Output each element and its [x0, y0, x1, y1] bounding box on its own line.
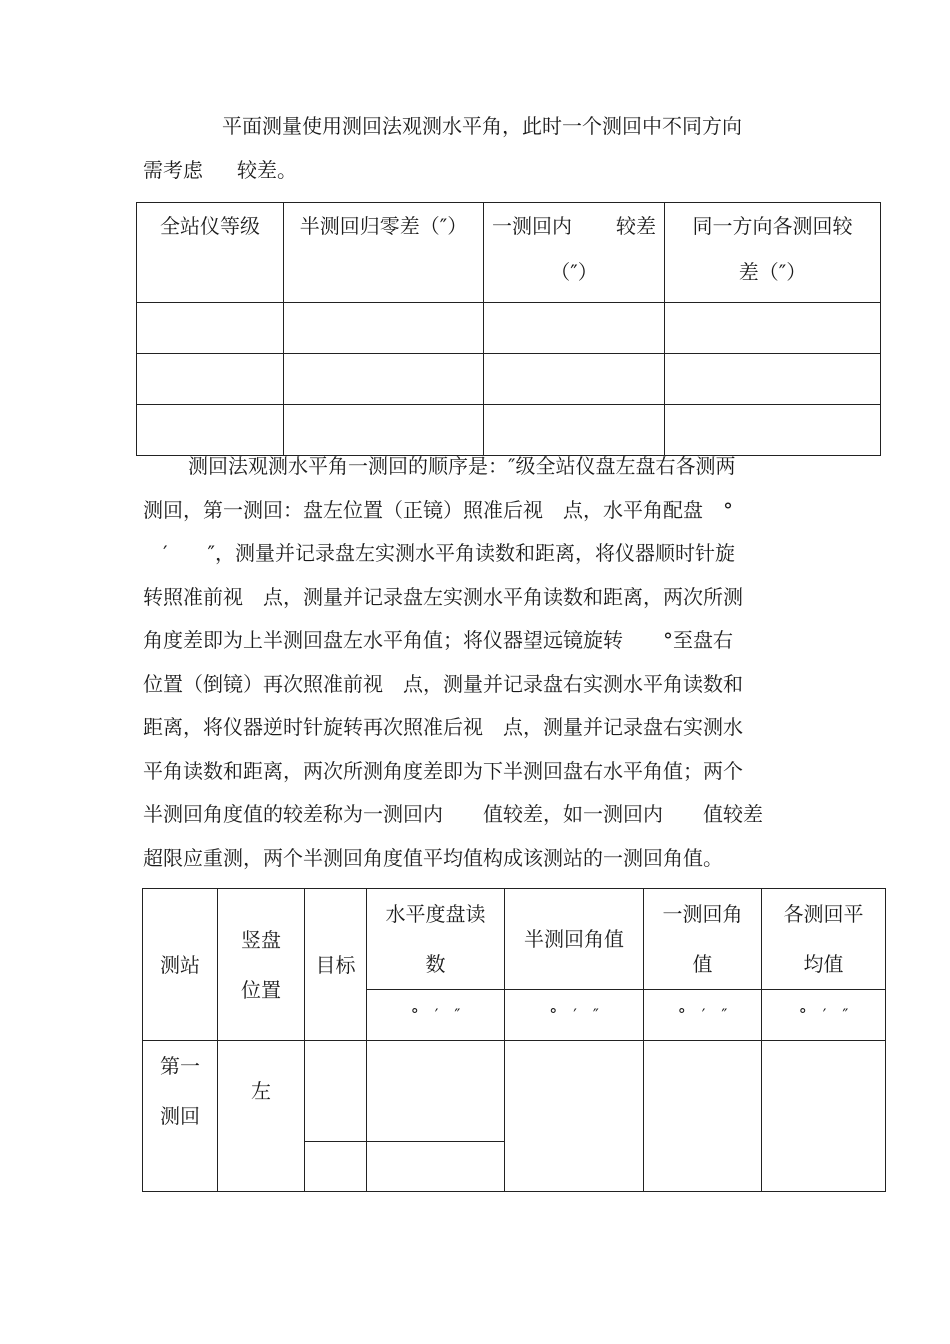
header-face	[218, 889, 305, 1041]
intro-text-2a: 需考虑	[143, 158, 203, 182]
header-average-b: 均值	[803, 952, 844, 976]
row1-reading-a	[367, 1041, 505, 1142]
procedure-line-4: 转照准前视 点，测量并记录盘左实测水平角读数和距离，两次所测	[143, 585, 743, 609]
header-reading	[367, 889, 505, 990]
intro-line-1	[222, 104, 742, 148]
procedure-line-6: 位置（倒镜）再次照准前视 点，测量并记录盘右实测水平角读数和	[143, 672, 743, 696]
header-target: 目标	[305, 889, 367, 1041]
unit-reading: ° ′ ″	[367, 990, 505, 1041]
header-rounds-average	[762, 889, 886, 990]
intro-text-2b: 较差。	[237, 158, 297, 182]
header-reading-a: 水平度盘读	[385, 902, 486, 926]
row1-face: 左	[218, 1041, 305, 1192]
procedure-line-3: ′ ″，测量并记录盘左实测水平角读数和距离，将仪器顺时针旋	[143, 541, 736, 565]
header-within-round-diff-unit: （″）	[550, 260, 598, 284]
table-cell	[665, 354, 881, 405]
table-cell	[137, 303, 284, 354]
observation-table	[142, 888, 886, 1192]
header-one-round-a: 一测回角	[662, 902, 743, 926]
header-within-round-diff	[484, 203, 665, 303]
table-cell	[484, 303, 665, 354]
header-face-text: 竖盘位置	[241, 927, 281, 1002]
row1-reading-b	[367, 1142, 505, 1192]
procedure-line-1: 测回法观测水平角一测回的顺序是：″级全站仪盘左盘右各测两	[188, 454, 736, 478]
header-between-rounds-diff-a: 同一方向各测回较	[692, 214, 853, 238]
intro-line-2	[143, 148, 297, 192]
header-reading-b: 数	[425, 952, 446, 976]
header-instrument-grade: 全站仪等级	[137, 203, 284, 303]
procedure-line-8: 平角读数和距离，两次所测角度差即为下半测回盘右水平角值；两个	[143, 759, 743, 783]
header-within-round-diff-b: 较差	[616, 214, 656, 238]
row1-station	[143, 1041, 218, 1192]
row1-one-round	[644, 1041, 762, 1192]
row1-half-round	[505, 1041, 644, 1192]
row1-station-b: 测回	[160, 1104, 200, 1128]
intro-text-1: 平面测量使用测回法观测水平角，此时一个测回中不同方向	[222, 114, 742, 138]
unit-one-round: ° ′ ″	[644, 990, 762, 1041]
procedure-line-9: 半测回角度值的较差称为一测回内 值较差，如一测回内 值较差	[143, 802, 763, 826]
row1-average	[762, 1041, 886, 1192]
header-one-round-b: 值	[692, 952, 713, 976]
header-one-round-angle	[644, 889, 762, 990]
table-cell	[137, 354, 284, 405]
table-row	[137, 354, 881, 405]
header-half-round-closure: 半测回归零差（″）	[284, 203, 484, 303]
procedure-line-5: 角度差即为上半测回盘左水平角值；将仪器望远镜旋转 °至盘右	[143, 628, 733, 652]
unit-average: ° ′ ″	[762, 990, 886, 1041]
table-cell	[284, 354, 484, 405]
table-cell	[665, 303, 881, 354]
unit-half-round: ° ′ ″	[505, 990, 644, 1041]
table-cell	[284, 303, 484, 354]
header-half-round-angle: 半测回角值	[505, 889, 644, 990]
row1-station-a: 第一	[160, 1054, 200, 1078]
header-between-rounds-diff-b: 差（″）	[738, 260, 807, 284]
table-row	[143, 1041, 886, 1142]
procedure-line-2: 测回，第一测回：盘左位置（正镜）照准后视 点，水平角配盘 °	[143, 498, 733, 522]
row1-target-b	[305, 1142, 367, 1192]
procedure-line-7: 距离，将仪器逆时针旋转再次照准后视 点，测量并记录盘右实测水	[143, 715, 743, 739]
header-average-a: 各测回平	[783, 902, 864, 926]
tolerance-table	[136, 202, 881, 456]
table-row	[137, 303, 881, 354]
header-between-rounds-diff	[665, 203, 881, 303]
row1-target-a	[305, 1041, 367, 1142]
header-station: 测站	[143, 889, 218, 1041]
procedure-line-10: 超限应重测，两个半测回角度值平均值构成该测站的一测回角值。	[143, 846, 723, 870]
table-cell	[484, 354, 665, 405]
header-within-round-diff-a: 一测回内	[492, 214, 572, 238]
